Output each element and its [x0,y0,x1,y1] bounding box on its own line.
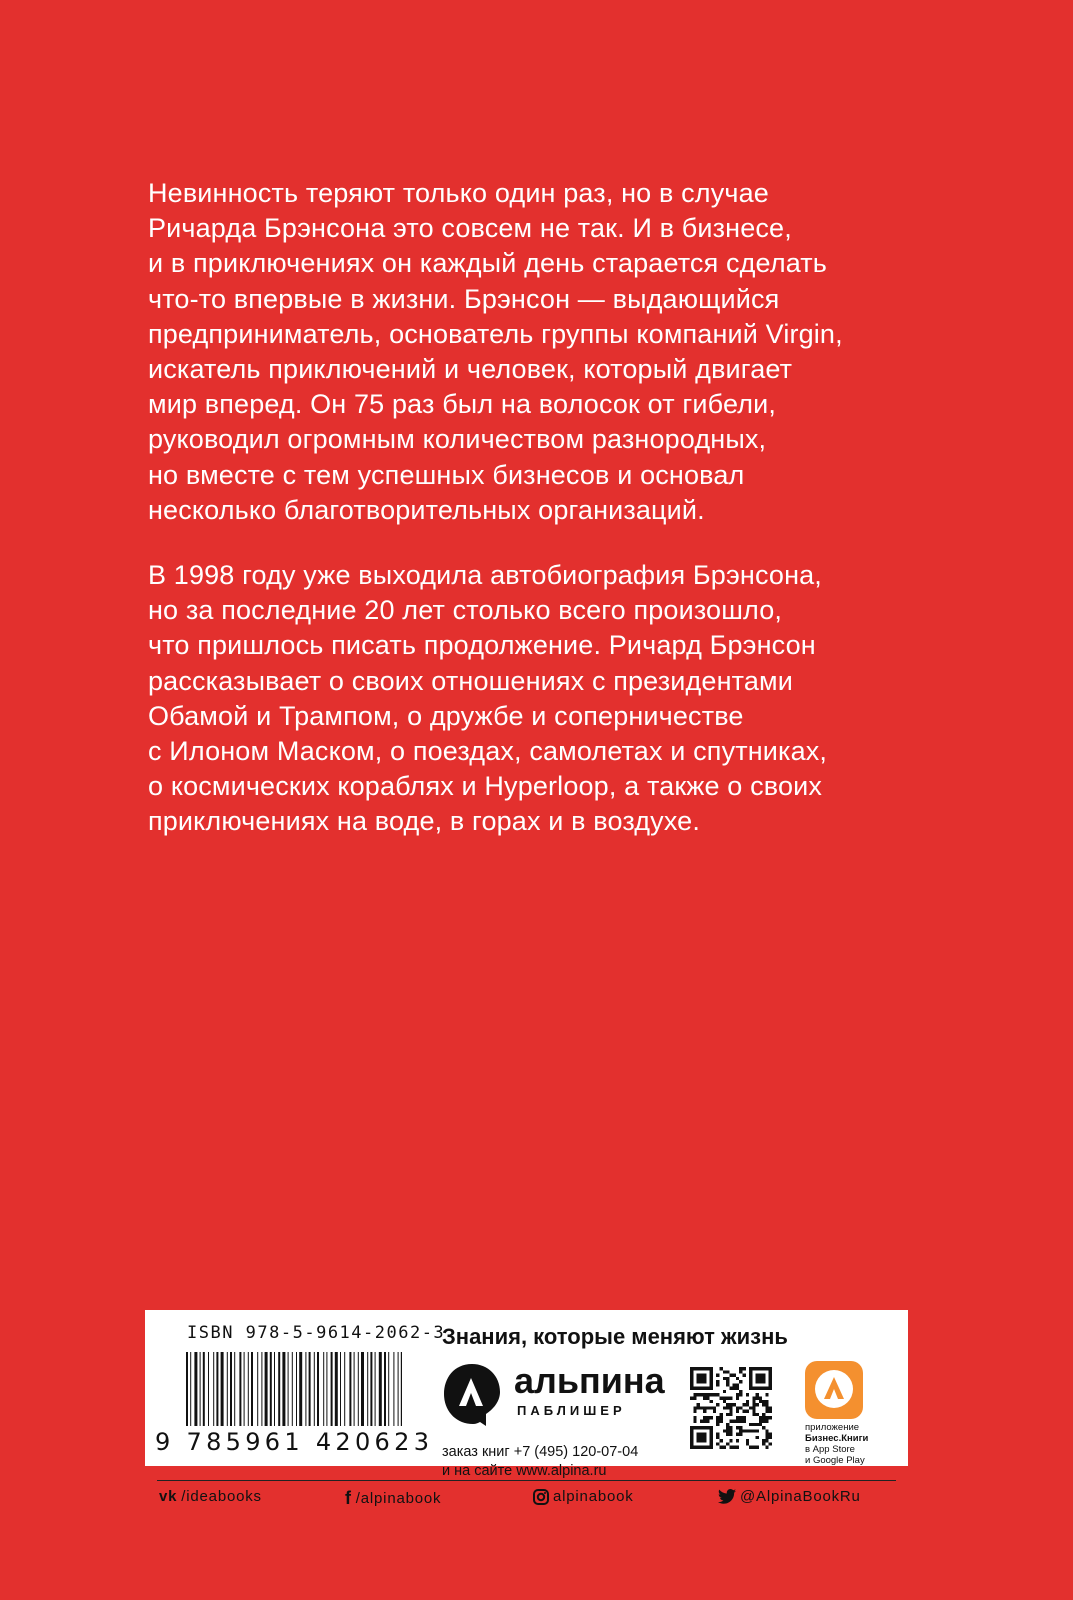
publisher-slogan: Знания, которые меняют жизнь [442,1324,788,1349]
text-line: мир вперед. Он 75 раз был на волосок от гибели, [148,389,777,420]
social-twitter-text: @AlpinaBookRu [740,1488,861,1505]
facebook-icon: f [345,1488,352,1508]
vk-icon: vk [159,1488,178,1505]
social-instagram-text: alpinabook [553,1488,634,1505]
instagram-icon [533,1489,549,1505]
twitter-icon [718,1489,736,1504]
app-line-2: Бизнес.Книги [805,1433,869,1444]
social-instagram[interactable] [533,1488,634,1505]
alpina-logo-icon [442,1362,502,1428]
book-description [148,176,928,840]
text-line: но вместе с тем успешных бизнесов и основал [148,459,745,490]
order-info [442,1443,638,1481]
business-books-app-icon [805,1361,863,1419]
social-links [145,1488,908,1514]
text-line: и в приключениях он каждый день старается сделать [148,248,828,279]
text-line: Обамой и Трампом, о дружбе и соперничестве [148,700,744,731]
text-line: В 1998 году уже выходила автобиография Брэнсона, [148,560,822,591]
app-line-1: приложение [805,1422,860,1433]
order-site[interactable]: и на сайте www.alpina.ru [442,1463,607,1479]
text-line: приключениях на воде, в горах и в воздухе. [148,806,700,837]
text-line: о космических кораблях и Hyperloop, а также о своих [148,771,823,802]
app-line-3: в App Store [805,1444,855,1455]
social-twitter[interactable] [718,1488,861,1505]
text-line: рассказывает о своих отношениях с президентами [148,665,793,696]
text-line: несколько благотворительных организаций. [148,494,705,525]
app-badge [805,1361,863,1419]
social-vk-text: /ideabooks [181,1488,262,1505]
app-promo [805,1422,905,1466]
app-line-4: и Google Play [805,1455,865,1466]
text-line: руководил огромным количеством разнородных, [148,424,767,455]
text-line: с Илоном Маском, о поездах, самолетах и спутниках, [148,736,828,767]
divider [157,1480,896,1481]
text-line: искатель приключений и человек, который двигает [148,354,793,385]
qr-code-icon [690,1367,772,1449]
social-vk[interactable] [159,1488,262,1505]
order-phone: заказ книг +7 (495) 120-07-04 [442,1444,639,1460]
social-facebook-text: /alpinabook [355,1490,442,1507]
text-line: Ричарда Брэнсона это совсем не так. И в бизнесе, [148,213,792,244]
social-facebook[interactable] [345,1488,441,1509]
publisher-panel [145,1310,908,1508]
text-line: что-то впервые в жизни. Брэнсон — выдающийся [148,283,780,314]
publisher-name: альпина [514,1360,665,1401]
text-line: предприниматель, основатель группы компаний Virgin, [148,318,843,349]
text-line: что пришлось писать продолжение. Ричард Брэнсон [148,630,816,661]
text-line: но за последние 20 лет столько всего произошло, [148,595,783,626]
publisher-subname: ПАБЛИШЕР [517,1403,626,1418]
barcode-icon [186,1352,402,1426]
isbn-label: ISBN 978-5-9614-2062-3 [187,1323,446,1343]
barcode-digits: 9 785961 420623 [155,1428,434,1456]
description-paragraph-1 [148,176,928,528]
description-paragraph-2 [148,558,928,840]
text-line: Невинность теряют только один раз, но в случае [148,178,769,208]
